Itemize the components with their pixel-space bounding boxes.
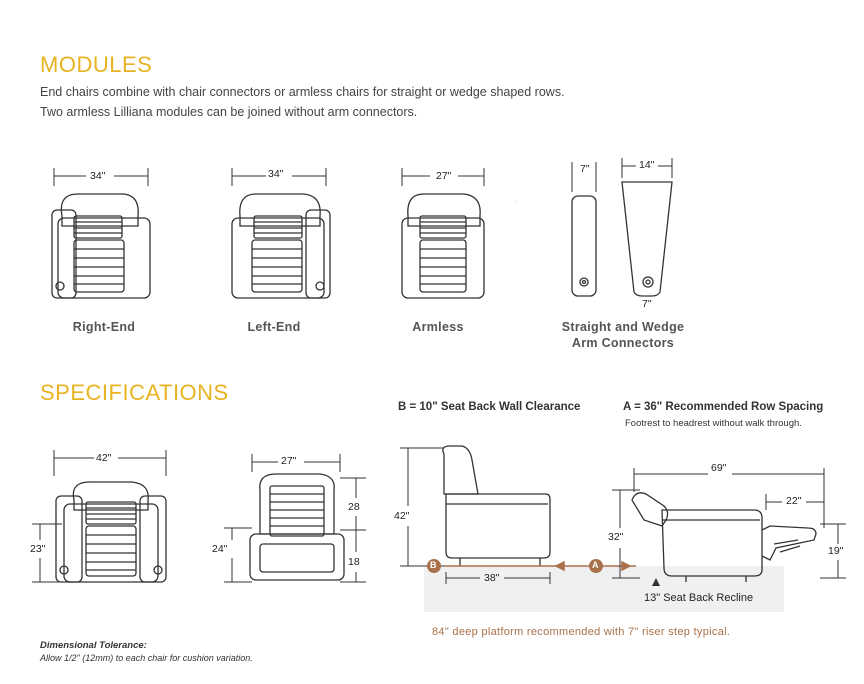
caption-connectors-line2: Arm Connectors	[571, 336, 675, 350]
modules-intro-line2: Two armless Lilliana modules can be joined without arm connectors.	[40, 105, 418, 119]
tolerance-text: Allow 1/2" (12mm) to each chair for cushion variation.	[40, 653, 253, 663]
recline-footrest-height: 19"	[828, 545, 844, 557]
recline-footrest: 22"	[786, 495, 802, 507]
caption-connectors-line1: Straight and Wedge	[561, 320, 685, 334]
spec-front-drawing	[56, 482, 166, 582]
wedge-top-width: 14"	[639, 159, 655, 171]
wedge-bottom-width: 7"	[642, 298, 652, 310]
svg-text:·: ·	[516, 199, 518, 205]
caption-left-end: Left-End	[247, 320, 301, 334]
marker-a-label: A	[592, 560, 599, 570]
recline-back-height: 32"	[608, 531, 624, 543]
modules-heading: MODULES	[40, 52, 153, 77]
armless-spec-width: 27"	[281, 455, 297, 467]
modules-intro-line1: End chairs combine with chair connectors or armless chairs for straight or wedge shaped rows.	[40, 85, 565, 99]
caption-right-end: Right-End	[72, 320, 136, 334]
armless-dim-28: 28	[348, 501, 360, 513]
legend-b: B = 10" Seat Back Wall Clearance	[398, 401, 581, 413]
right-end-drawing	[52, 194, 150, 298]
front-width: 42"	[96, 452, 112, 464]
right-end-width: 34"	[90, 170, 106, 182]
side-height: 42"	[394, 510, 410, 522]
armless-width: 27"	[436, 170, 452, 182]
spec-armless-drawing	[250, 474, 344, 580]
straight-connector-drawing	[572, 196, 596, 296]
side-depth: 38"	[484, 572, 500, 584]
front-arm-height: 23"	[30, 543, 46, 555]
side-view-drawing	[443, 446, 550, 566]
platform-note: 84" deep platform recommended with 7" riser step typical.	[432, 626, 731, 638]
left-end-width: 34"	[268, 168, 284, 180]
marker-b-label: B	[430, 560, 437, 570]
legend-a-sub: Footrest to headrest without walk through.	[625, 418, 802, 429]
caption-armless: Armless	[412, 320, 464, 334]
straight-connector-width: 7"	[580, 163, 590, 175]
legend-a: A = 36" Recommended Row Spacing	[623, 401, 824, 413]
recline-label: 13" Seat Back Recline	[644, 592, 754, 604]
specifications-heading: SPECIFICATIONS	[40, 380, 229, 405]
wedge-connector-drawing	[622, 182, 672, 296]
armless-seat-height: 24"	[212, 543, 228, 555]
left-end-drawing	[232, 194, 330, 298]
recline-length: 69"	[711, 462, 727, 474]
tolerance-title: Dimensional Tolerance:	[40, 640, 147, 651]
armless-dim-18: 18	[348, 556, 360, 568]
armless-drawing	[402, 194, 484, 298]
platform-area	[424, 566, 784, 612]
